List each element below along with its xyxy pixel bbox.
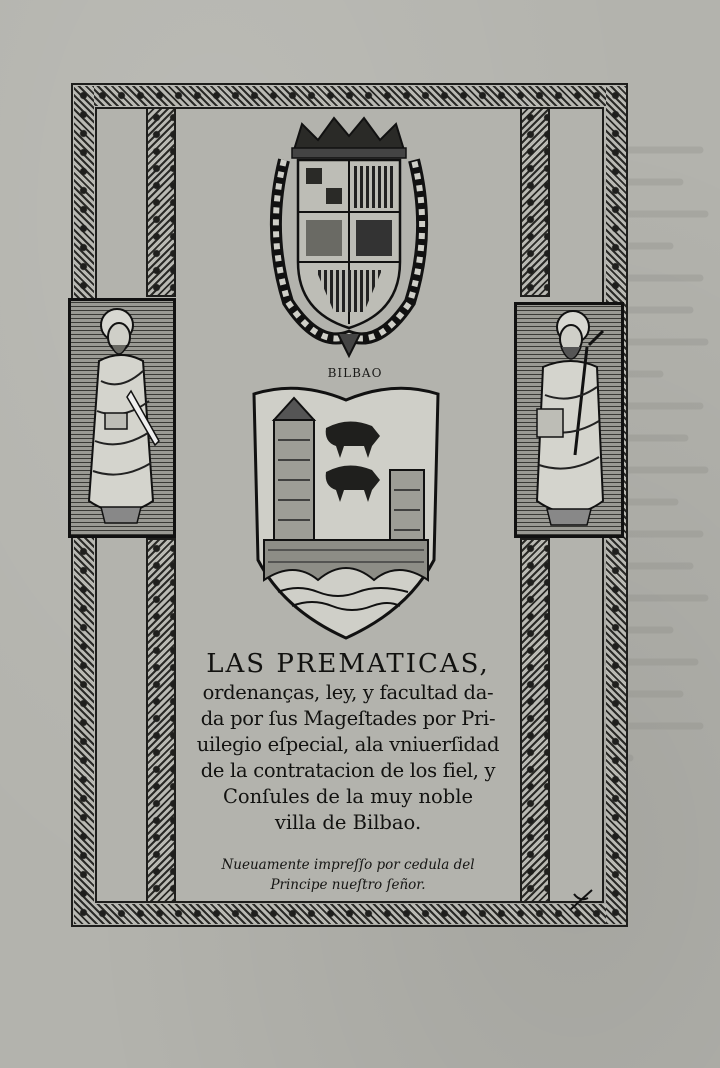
bilbao-label: BILBAO: [327, 366, 383, 380]
ink-mark-icon: [566, 884, 596, 914]
imprint: [176, 855, 520, 895]
ornament-column-left-bottom: [146, 538, 176, 903]
title-line-5: de la contratacion de los fiel, y: [200, 759, 496, 782]
title-line-1: LAS PREMATICAS,: [206, 649, 490, 679]
saint-paul-woodcut: [68, 298, 176, 538]
ornament-column-right-bottom: [520, 538, 550, 903]
title-line-6: Conſules de la muy noble: [222, 785, 474, 808]
ornament-column-left-top: [146, 107, 176, 297]
saint-james-woodcut: [514, 302, 624, 538]
title-block: [176, 648, 520, 836]
title-line-3: da por ſus Mageſtades por Pri-: [200, 707, 496, 730]
title-line-4: uilegio eſpecial, ala vniuerſidad: [196, 733, 500, 756]
imprint-line-2: Principe nueſtro ſeñor.: [270, 877, 426, 893]
ornament-column-right-top: [520, 107, 550, 297]
title-line-7: villa de Bilbao.: [274, 811, 422, 834]
bilbao-arms-icon: [248, 380, 444, 642]
royal-arms-icon: [258, 112, 440, 360]
imprint-line-1: Nueuamente impreſſo por cedula del: [221, 857, 475, 873]
title-line-2: ordenanças, ley, y facultad da-: [202, 681, 494, 704]
